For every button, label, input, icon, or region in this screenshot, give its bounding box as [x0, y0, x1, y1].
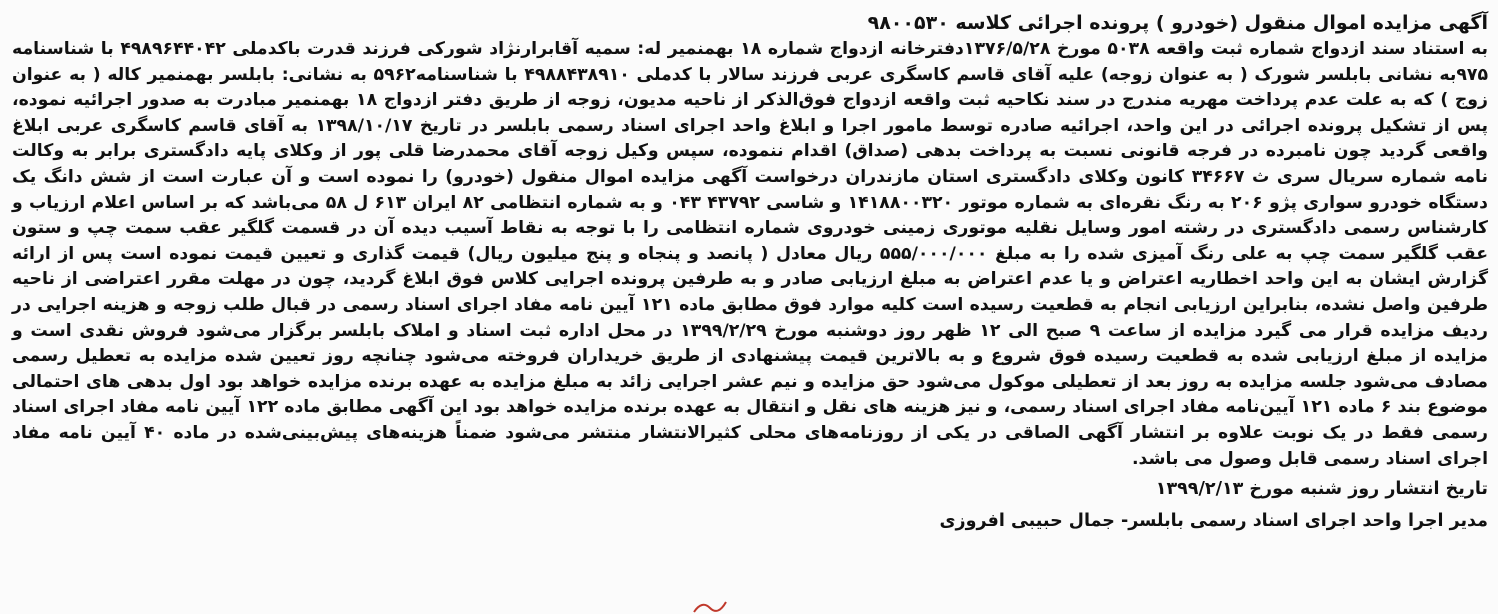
stamp-fragment-icon [690, 596, 730, 614]
notice-title: آگهی مزایده اموال منقول (خودرو ) پرونده اجرائی کلاسه ۹۸۰۰۵۳۰ [867, 12, 1488, 34]
notice-body: به استناد سند ازدواج شماره ثبت واقعه ۵۰۳۸ مورخ ۱۳۷۶/۵/۲۸دفترخانه ازدواج شماره ۱۸ بهمنمیر له: سمیه آقابرارنژاد شورکی فرزند قدرت باکدملی ۴۹۸۹۶۴۴۰۴۲ با شناسنامه ۹۷۵به نشانی بابلسر شورک ( به عنوان زوجه) علیه آقای قاسم کاسگری عربی فرزند سالار با کدملی ۴۹۸۸۴۳۸۹۱۰ با شناسنامه۵۹۶۲ به نشانی: بابلسر بهمنمیر کاله ( به عنوان زوج ) که به علت عدم پرداخت مهریه مندرج در سند نکاحیه ثبت واقعه ازدواج فوق‌الذکر از ناحیه مدیون، زوجه از طریق دفتر ازدواج ۱۸ بهمنمیر مبادرت به صدور اجرائیه نموده، پس از تشکیل پرونده اجرائی در این واحد، اجرائیه صادره توسط مامور اجرا و ابلاغ واحد اجرای اسناد رسمی بابلسر در تاریخ ۱۳۹۸/۱۰/۱۷ به آقای قاسم کاسگری عربی ابلاغ واقعی گردید چون نامبرده در فرجه قانونی نسبت به پرداخت بدهی (صداق) اقدام ننموده، سپس وکیل زوجه آقای محمدرضا قلی پور از وکلای پایه دادگستری برابر به وکالت نامه شماره سریال سری ث ۳۴۶۶۷ کانون وکلای دادگستری استان مازندران درخواست آگهی مزایده اموال منقول (خودرو) را نموده است و آن عبارت است از شش دانگ یک دستگاه خودرو سواری پژو ۲۰۶ به رنگ نقره‌ای به شماره موتور ۱۴۱۸۸۰۰۳۲۰ و شاسی ۴۳۷۹۲ ۰۴۳ و به شماره انتظامی ۸۲ ایران ۶۱۳ ل ۵۸ می‌باشد که بر اساس اعلام ارزیاب و کارشناس رسمی دادگستری در رشته امور وسایل نقلیه موتوری زمینی خودروی شماره انتظامی را با توجه به نقاط آسیب دیده آن در قسمت گلگیر عقب سمت چپ و ستون عقب گلگیر سمت چپ به علی رنگ آمیزی شده را به مبلغ ۵۵۵/۰۰۰/۰۰۰ ریال معادل ( پانصد و پنجاه و پنج میلیون ریال) قیمت گذاری و تعیین قیمت نموده است پس از ارائه گزارش ایشان به این واحد اخطاریه اعتراض و یا عدم اعتراض به مبلغ ارزیابی صادر و به طرفین پرونده اجرایی کلاس فوق ابلاغ گردید، چون در مهلت مقرر اعتراضی از ناحیه طرفین واصل نشده، بنابراین ارزیابی انجام به قطعیت رسیده است کلیه موارد فوق مطابق ماده ۱۲۱ آیین نامه مفاد اجرای اسناد رسمی در قبال طلب زوجه و هزینه اجرایی در ردیف مزایده قرار می گیرد مزایده از ساعت ۹ صبح الی ۱۲ ظهر روز دوشنبه مورخ ۱۳۹۹/۲/۲۹ در محل اداره ثبت اسناد و املاک بابلسر برگزار می‌شود فروش نقدی است و مزایده از مبلغ ارزیابی شده به قطعیت رسیده فوق شروع و به بالاترین قیمت پیشنهادی از طریق خریداران فروخته می‌شود چنانچه روز تعیین شده مزایده به تعطیل رسمی مصادف می‌شود جلسه مزایده به روز بعد از تعطیلی موکول می‌شود حق مزایده و نیم عشر اجرایی زائد به مبلغ مزایده به عهده برنده مزایده خواهد بود اول بدهی های احتمالی موضوع بند ۶ ماده ۱۲۱ آیین‌نامه مفاد اجرای اسناد رسمی، و نیز هزینه های نقل و انتقال به عهده برنده مزایده خواهد بود این آگهی مطابق ماده ۱۲۲ آیین نامه مفاد اجرای اسناد رسمی فقط در یک نوبت علاوه بر انتشار آگهی الصاقی در یکی از روزنامه‌های محلی کثیرالانتشار منتشر می‌شود ضمناً هزینه‌های پیش‌بینی‌شده در ماده ۴۰ آیین نامه مفاد اجرای اسناد رسمی قابل وصول می باشد. [12, 39, 1489, 469]
signature-line: مدیر اجرا واحد اجرای اسناد رسمی بابلسر- جمال حبیبی افروزی [939, 511, 1488, 532]
publication-date: تاریخ انتشار روز شنبه مورخ ۱۳۹۹/۲/۱۳ [1155, 479, 1488, 500]
